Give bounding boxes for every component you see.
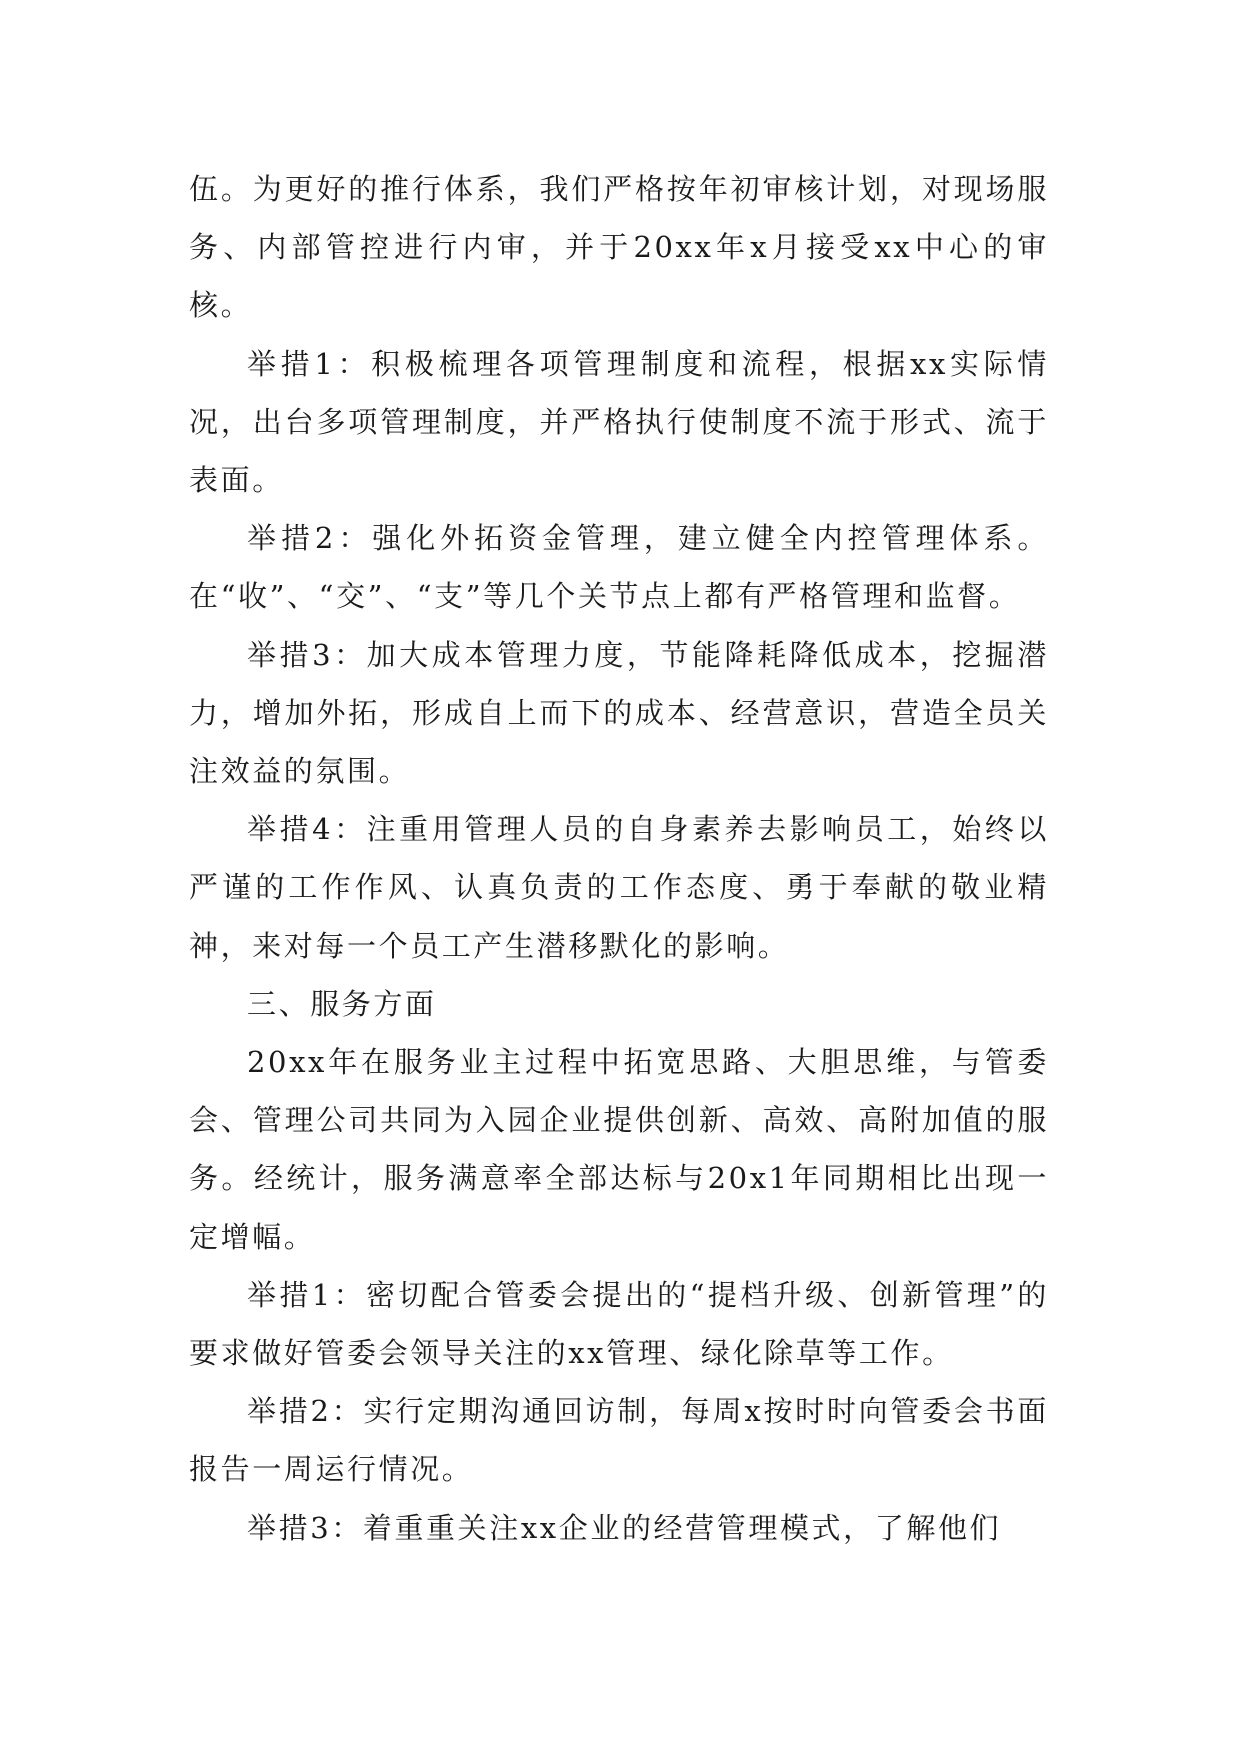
paragraph-measure-2: 举措2：强化外拓资金管理，建立健全内控管理体系。在“收”、“交”、“支”等几个关节点上都有严格管理和监督。 [189, 521, 1049, 614]
paragraph-service-measure-1: 举措1：密切配合管委会提出的“提档升级、创新管理”的要求做好管委会领导关注的xx管理、绿化除草等工作。 [189, 1277, 1049, 1371]
paragraph-service-measure-2: 举措2：实行定期沟通回访制，每周x按时时向管委会书面报告一周运行情况。 [189, 1394, 1049, 1487]
paragraph-measure-3: 举措3：加大成本管理力度，节能降耗降低成本，挖掘潜力，增加外拓，形成自上而下的成本、经营意识，营造全员关注效益的氛围。 [189, 637, 1049, 789]
paragraph-service-summary: 20xx年在服务业主过程中拓宽思路、大胆思维，与管委会、管理公司共同为入园企业提供创新、高效、高附加值的服务。经统计，服务满意率全部达标与20x1年同期相比出现一定增幅。 [189, 1045, 1049, 1254]
paragraph-continuation: 伍。为更好的推行体系，我们严格按年初审核计划，对现场服务、内部管控进行内审，并于20xx年x月接受xx中心的审核。 [189, 172, 1049, 323]
section-heading-service: 三、服务方面 [247, 986, 437, 1021]
paragraph-measure-4: 举措4：注重用管理人员的自身素养去影响员工，始终以严谨的工作作风、认真负责的工作态度、勇于奉献的敬业精神，来对每一个员工产生潜移默化的影响。 [189, 812, 1049, 963]
paragraph-service-measure-3: 举措3：着重重关注xx企业的经营管理模式，了解他们 [247, 1510, 1002, 1545]
paragraph-measure-1: 举措1：积极梳理各项管理制度和流程，根据xx实际情况，出台多项管理制度，并严格执行使制度不流于形式、流于表面。 [189, 346, 1049, 498]
document-body [189, 160, 1049, 1557]
